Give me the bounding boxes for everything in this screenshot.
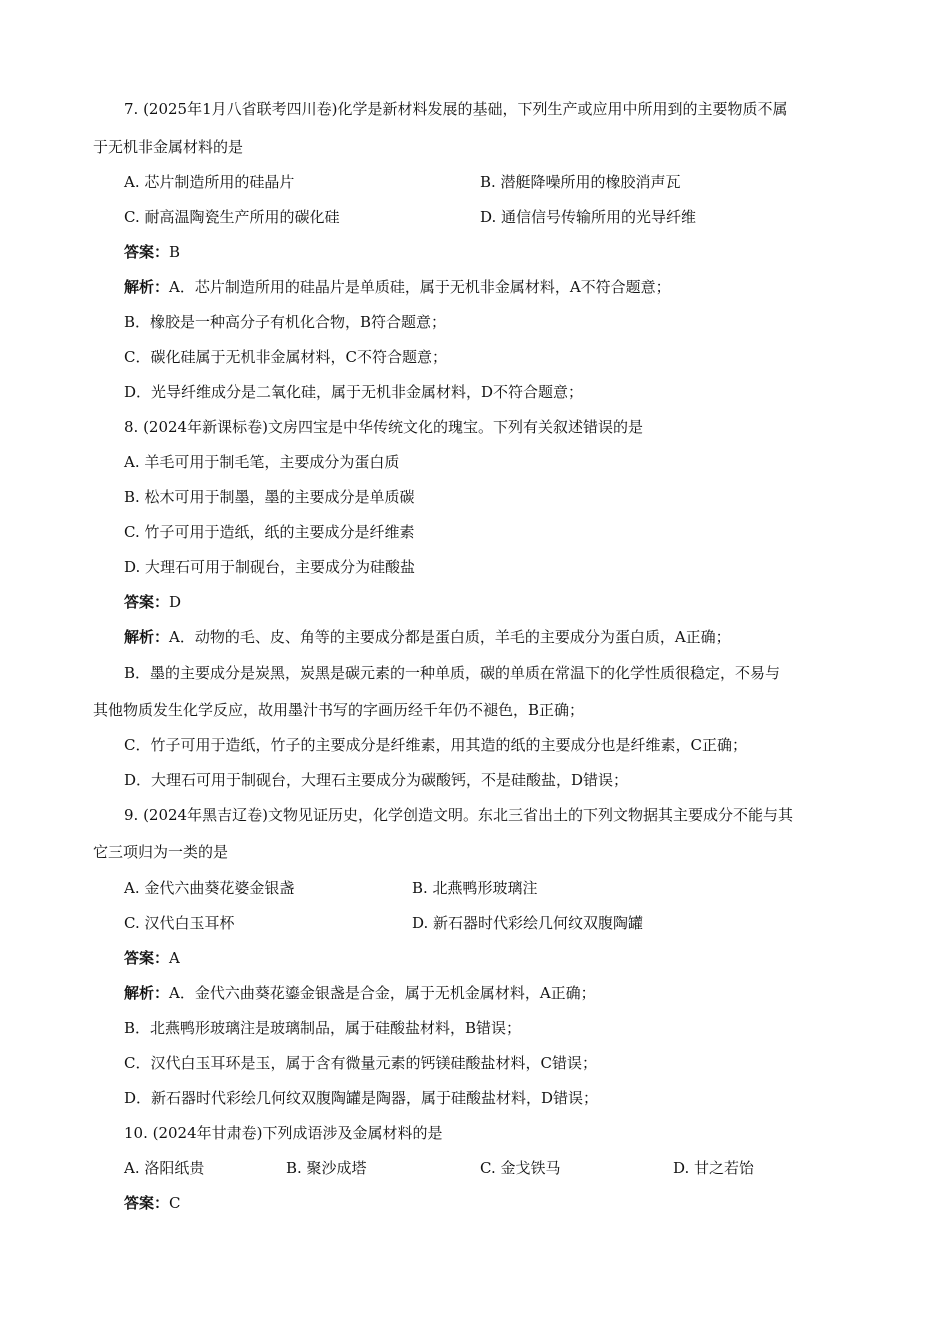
q9-analysis-text1: A．金代六曲葵花鎏金银盏是合金，属于无机金属材料，A正确； xyxy=(169,984,596,1002)
q7-answer-label: 答案： xyxy=(124,243,170,261)
q10-answer xyxy=(124,1193,181,1213)
q8-option-b: B. 松木可用于制墨，墨的主要成分是单质碳 xyxy=(124,488,415,506)
q7-answer-value: B xyxy=(169,243,181,261)
q8-answer xyxy=(124,592,181,612)
q9-analysis-line3: C．汉代白玉耳环是玉，属于含有微量元素的钙镁硅酸盐材料，C错误； xyxy=(124,1054,597,1072)
q9-option-b: B. 北燕鸭形玻璃注 xyxy=(412,879,538,897)
q10-option-b: B. 聚沙成塔 xyxy=(286,1159,367,1177)
q9-option-a: A. 金代六曲葵花婆金银盏 xyxy=(124,879,295,897)
q9-analysis-line2: B．北燕鸭形玻璃注是玻璃制品，属于硅酸盐材料，B错误； xyxy=(124,1019,522,1037)
q8-option-d: D. 大理石可用于制砚台，主要成分为硅酸盐 xyxy=(124,558,416,576)
q9-stem-line1: 9. (2024年黑吉辽卷)文物见证历史，化学创造文明。东北三省出土的下列文物据其主要成分不能与其 xyxy=(124,806,793,824)
q8-answer-value: D xyxy=(169,593,182,611)
q9-answer-value: A xyxy=(169,949,180,967)
q7-analysis-label: 解析： xyxy=(124,278,170,296)
q7-option-c: C. 耐高温陶瓷生产所用的碳化硅 xyxy=(124,208,340,226)
q10-answer-label: 答案： xyxy=(124,1194,170,1212)
q7-option-b: B. 潜艇降噪所用的橡胶消声瓦 xyxy=(480,173,681,191)
q9-answer xyxy=(124,948,180,968)
q8-analysis-label: 解析： xyxy=(124,628,170,646)
q9-option-c: C. 汉代白玉耳杯 xyxy=(124,914,235,932)
q7-option-d: D. 通信信号传输所用的光导纤维 xyxy=(480,208,697,226)
q8-analysis-line2a: B．墨的主要成分是炭黑，炭黑是碳元素的一种单质，碳的单质在常温下的化学性质很稳定，不易与 xyxy=(124,664,781,682)
q8-analysis-text1: A．动物的毛、皮、角等的主要成分都是蛋白质，羊毛的主要成分为蛋白质，A正确； xyxy=(169,628,731,646)
q8-option-a: A. 羊毛可用于制毛笔，主要成分为蛋白质 xyxy=(124,453,400,471)
q8-analysis-line1 xyxy=(124,627,731,647)
q8-analysis-line3: C．竹子可用于造纸，竹子的主要成分是纤维素，用其造的纸的主要成分也是纤维素，C正确； xyxy=(124,736,747,754)
q10-option-c: C. 金戈铁马 xyxy=(480,1159,561,1177)
q9-analysis-line4: D．新石器时代彩绘几何纹双腹陶罐是陶器，属于硅酸盐材料，D错误； xyxy=(124,1089,599,1107)
q8-stem-line1: 8. (2024年新课标卷)文房四宝是中华传统文化的瑰宝。下列有关叙述错误的是 xyxy=(124,418,643,436)
q7-stem-line2: 于无机非金属材料的是 xyxy=(93,138,244,156)
q8-option-c: C. 竹子可用于造纸，纸的主要成分是纤维素 xyxy=(124,523,415,541)
q8-analysis-line4: D．大理石可用于制砚台，大理石主要成分为碳酸钙，不是硅酸盐，D错误； xyxy=(124,771,629,789)
q7-analysis-line1 xyxy=(124,277,671,297)
q10-stem-line1: 10. (2024年甘肃卷)下列成语涉及金属材料的是 xyxy=(124,1124,443,1142)
q7-analysis-line3: C．碳化硅属于无机非金属材料，C不符合题意； xyxy=(124,348,447,366)
q7-analysis-line2: B．橡胶是一种高分子有机化合物，B符合题意； xyxy=(124,313,447,331)
q9-stem-line2: 它三项归为一类的是 xyxy=(93,843,229,861)
q9-analysis-label: 解析： xyxy=(124,984,170,1002)
q10-option-d: D. 甘之若饴 xyxy=(673,1159,755,1177)
q7-stem-line1: 7. (2025年1月八省联考四川卷)化学是新材料发展的基础，下列生产或应用中所用到的主要物质不属 xyxy=(124,100,788,118)
q7-answer xyxy=(124,242,180,262)
q8-analysis-line2b: 其他物质发生化学反应，故用墨汁书写的字画历经千年仍不褪色，B正确； xyxy=(93,701,585,719)
q7-analysis-line4: D．光导纤维成分是二氧化硅，属于无机非金属材料，D不符合题意； xyxy=(124,383,584,401)
q8-answer-label: 答案： xyxy=(124,593,170,611)
q7-analysis-text1: A．芯片制造所用的硅晶片是单质硅，属于无机非金属材料，A不符合题意； xyxy=(169,278,671,296)
q9-option-d: D. 新石器时代彩绘几何纹双腹陶罐 xyxy=(412,914,644,932)
q7-option-a: A. 芯片制造所用的硅晶片 xyxy=(124,173,295,191)
q9-answer-label: 答案： xyxy=(124,949,170,967)
q9-analysis-line1 xyxy=(124,983,596,1003)
q10-answer-value: C xyxy=(169,1194,181,1212)
q10-option-a: A. 洛阳纸贵 xyxy=(124,1159,205,1177)
